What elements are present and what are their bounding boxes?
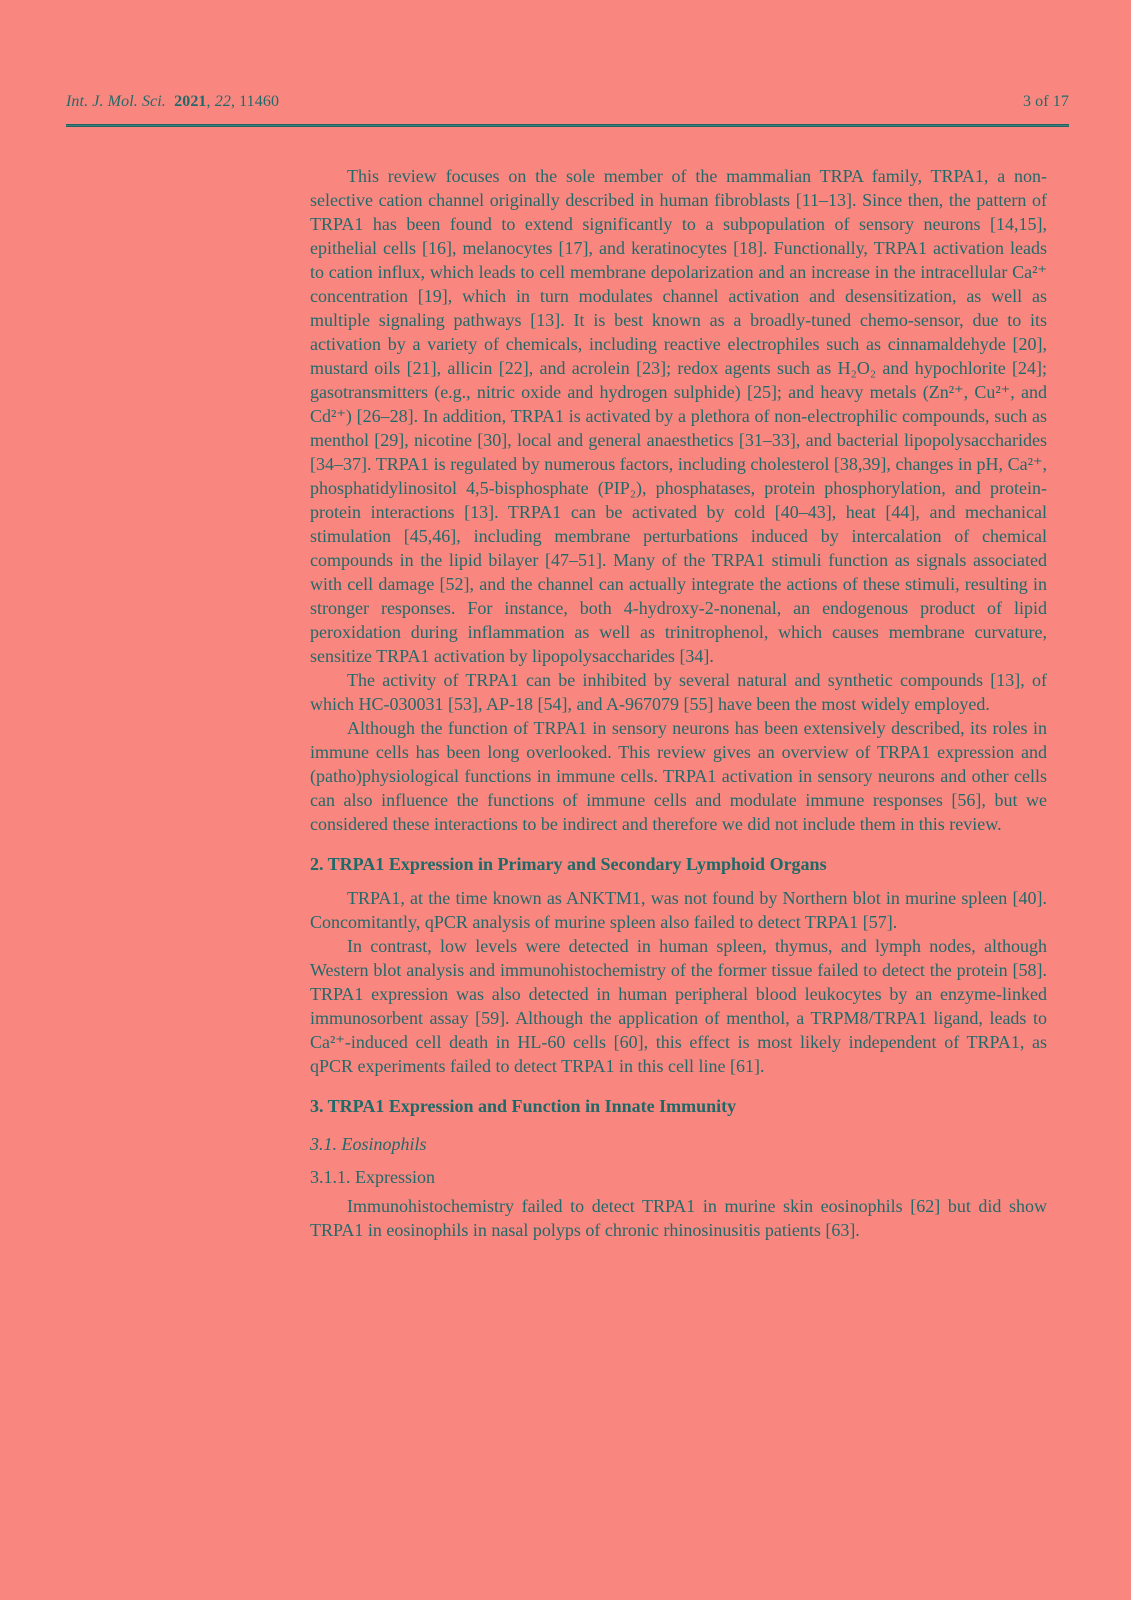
paragraph-intro-trpa1: This review focuses on the sole member of the mammalian TRPA family, TRPA1, a non-selective cation channel originally described in human fibroblasts [11–13]. Since then, the pattern of TRPA1 has been found to extend significantly to a subpopulation of sensory neurons [14,15], epithelial cells [16], melanocytes [17], and keratinocytes [18]. Functionally, TRPA1 activation leads to cation influx, which leads to cell membrane depolarization and an increase in the intracellular Ca²⁺ concentration [19], which in turn modulates channel activation and desensitization, as well as multiple signaling pathways [13]. It is best known as a broadly-tuned chemo-sensor, due to its activation by a variety of chemicals, including reactive electrophiles such as cinnamaldehyde [20], mustard oils [21], allicin [22], and acrolein [23]; redox agents such as H₂O₂ and hypochlorite [24]; gasotransmitters (e.g., nitric oxide and hydrogen sulphide) [25]; and heavy metals (Zn²⁺, Cu²⁺, and Cd²⁺) [26–28]. In addition, TRPA1 is activated by a plethora of non-electrophilic compounds, such as menthol [29], nicotine [30], local and general anaesthetics [31–33], and bacterial lipopolysaccharides [34–37]. TRPA1 is regulated by numerous factors, including cholesterol [38,39], changes in pH, Ca²⁺, phosphatidylinositol 4,5-bisphosphate (PIP₂), phosphatases, protein phosphorylation, and protein-protein interactions [13]. TRPA1 can be activated by cold [40–43], heat [44], and mechanical stimulation [45,46], including membrane perturbations induced by intercalation of chemical compounds in the lipid bilayer [47–51]. Many of the TRPA1 stimuli function as signals associated with cell damage [52], and the channel can actually integrate the actions of these stimuli, resulting in stronger responses. For instance, both 4-hydroxy-2-nonenal, an endogenous product of lipid peroxidation during inflammation as well as trinitrophenol, which causes membrane curvature, sensitize TRPA1 activation by lipopolysaccharides [34]. [310,166,1047,666]
subsection-heading-eosinophils: 3.1. Eosinophils [310,1134,427,1154]
article-body [310,164,1047,1242]
header-rule [66,124,1069,127]
citation-year: 2021 [174,93,207,110]
page-header [66,93,1069,111]
running-head-citation [66,93,279,111]
journal-abbreviation: Int. J. Mol. Sci. [66,93,166,110]
paragraph-murine-spleen: TRPA1, at the time known as ANKTM1, was not found by Northern blot in murine spleen [40]. Concomitantly, qPCR analysis of murine spleen also failed to detect TRPA1 [57]. [310,888,1047,932]
paragraph-trpa1-inhibitors: The activity of TRPA1 can be inhibited by several natural and synthetic compounds [13], of which HC-030031 [53], AP-18 [54], and A-967079 [55] have been the most widely employed. [310,670,1047,714]
paragraph-human-tissues: In contrast, low levels were detected in human spleen, thymus, and lymph nodes, although Western blot analysis and immunohistochemistry of the former tissue failed to detect the protein [58]. TRPA1 expression was also detected in human peripheral blood leukocytes by an enzyme-linked immunosorbent assay [59]. Although the application of menthol, a TRPM8/TRPA1 ligand, leads to Ca²⁺-induced cell death in HL-60 cells [60], this effect is most likely independent of TRPA1, as qPCR experiments failed to detect TRPA1 in this cell line [61]. [310,936,1047,1076]
subsubsection-heading-expression: 3.1.1. Expression [310,1167,435,1187]
citation-sep: , [206,93,215,110]
citation-volume: 22 [214,93,231,110]
paragraph-review-scope: Although the function of TRPA1 in sensory neurons has been extensively described, its roles in immune cells has been long overlooked. This review gives an overview of TRPA1 expression and (patho)physiological functions in immune cells. TRPA1 activation in sensory neurons and other cells can also influence the functions of immune cells and modulate immune responses [56], but we considered these interactions to be indirect and therefore we did not include them in this review. [310,718,1047,834]
paragraph-eosinophil-expression: Immunohistochemistry failed to detect TRPA1 in murine skin eosinophils [62] but did show TRPA1 in eosinophils in nasal polyps of chronic rhinosinusitis patients [63]. [310,1196,1047,1240]
page-number: 3 of 17 [1022,93,1069,110]
section-heading-lymphoid-organs: 2. TRPA1 Expression in Primary and Secondary Lymphoid Organs [310,854,827,874]
section-heading-innate-immunity: 3. TRPA1 Expression and Function in Innate Immunity [310,1096,737,1116]
citation-article-number: , 11460 [230,93,280,110]
